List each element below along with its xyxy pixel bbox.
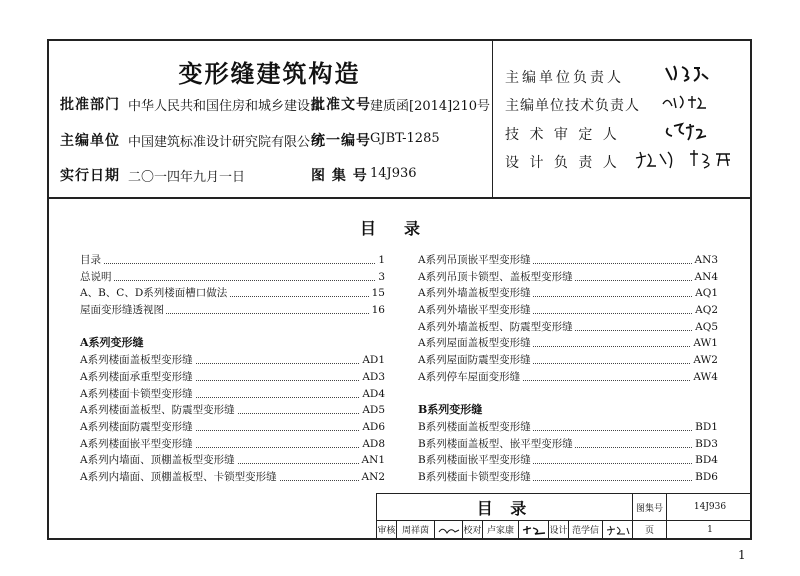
toc-entry[interactable]: A系列楼面卡锁型变形缝 AD4	[80, 386, 385, 403]
toc-entry[interactable]: A系列楼面嵌平型变形缝 AD8	[80, 436, 385, 453]
check-signature	[519, 520, 549, 539]
header-divider-vertical	[492, 39, 493, 198]
design-name: 范学信	[569, 520, 603, 539]
toc-entry[interactable]: A系列内墙面、顶棚盖板型变形缝 AN1	[80, 452, 385, 469]
effective-date-value: 二〇一四年九月一日	[128, 170, 246, 185]
toc-entry[interactable]: A系列停车屋面变形缝 AW4	[418, 369, 718, 386]
atlas-no-label: 图 集 号	[311, 168, 368, 184]
atlas-no-value: 14J936	[370, 166, 417, 181]
toc-entry[interactable]: A系列外墙盖板型变形缝 AQ1	[418, 285, 718, 302]
unified-no-value: GJBT-1285	[370, 131, 440, 146]
toc-section-a-heading: A系列变形缝	[80, 336, 144, 350]
handwritten-signature-1	[662, 62, 712, 84]
toc-entry[interactable]: A系列外墙盖板型、防震型变形缝 AQ5	[418, 319, 718, 336]
atlas-no-label: 图集号	[633, 494, 667, 520]
check-label: 校对	[463, 520, 483, 539]
toc-entry[interactable]: B系列楼面盖板型变形缝 BD1	[418, 419, 718, 436]
chief-unit-value: 中国建筑标准设计研究院有限公司	[128, 135, 324, 150]
toc-entry[interactable]: A系列楼面承重型变形缝 AD3	[80, 369, 385, 386]
design-label: 设计	[549, 520, 569, 539]
toc-entry[interactable]: A系列内墙面、顶棚盖板型、卡锁型变形缝 AN2	[80, 469, 385, 486]
page-value: 1	[707, 524, 713, 535]
toc-entry[interactable]: B系列楼面嵌平型变形缝 BD4	[418, 452, 718, 469]
title-block-title: 目 录	[377, 494, 633, 520]
toc-left-column	[80, 252, 385, 486]
toc-entry[interactable]: A系列楼面盖板型、防震型变形缝 AD5	[80, 402, 385, 419]
approval-dept-label: 批准部门	[60, 97, 120, 113]
approval-no-value: 建质函[2014]210号	[370, 99, 491, 114]
signature-role-3: 技 术 审 定 人	[505, 127, 620, 143]
document-title: 变形缝建筑构造	[178, 59, 361, 88]
toc-entry[interactable]: 目录 1	[80, 252, 385, 269]
toc-entry[interactable]: A系列吊顶嵌平型变形缝 AN3	[418, 252, 718, 269]
toc-entry[interactable]: A系列屋面防震型变形缝 AW2	[418, 352, 718, 369]
signature-role-2: 主编单位技术负责人	[505, 98, 640, 114]
handwritten-signature-2	[660, 92, 708, 112]
toc-entry[interactable]: A系列屋面盖板型变形缝 AW1	[418, 335, 718, 352]
signature-role-1: 主编单位负责人	[505, 70, 624, 86]
review-name: 周祥茵	[397, 520, 435, 539]
atlas-no-value: 14J936	[693, 502, 727, 512]
toc-entry[interactable]: B系列楼面卡锁型变形缝 BD6	[418, 469, 718, 486]
toc-entry[interactable]: A、B、C、D系列楼面槽口做法 15	[80, 285, 385, 302]
effective-date-label: 实行日期	[60, 168, 120, 184]
toc-entry[interactable]: 屋面变形缝透视图 16	[80, 302, 385, 319]
title-block	[376, 493, 752, 540]
unified-no-label: 统一编号	[311, 133, 371, 149]
toc-entry[interactable]: B系列楼面盖板型、嵌平型变形缝 BD3	[418, 436, 718, 453]
approval-dept-value: 中华人民共和国住房和城乡建设部	[128, 99, 324, 114]
toc-entry[interactable]: A系列楼面防震型变形缝 AD6	[80, 419, 385, 436]
approval-no-label: 批准文号	[311, 97, 371, 113]
signature-role-4: 设 计 负 责 人	[505, 155, 620, 171]
handwritten-signature-4	[632, 148, 740, 172]
review-signature	[435, 520, 463, 539]
toc-section-b-heading: B系列变形缝	[418, 403, 483, 417]
toc-title: 目 录	[360, 219, 423, 238]
handwritten-signature-3	[662, 120, 708, 144]
toc-right-column	[418, 252, 718, 486]
page-number: 1	[738, 548, 746, 562]
toc-entry[interactable]: A系列吊顶卡锁型、盖板型变形缝 AN4	[418, 269, 718, 286]
header-divider-horizontal	[47, 197, 752, 199]
toc-entry[interactable]: 总说明 3	[80, 269, 385, 286]
toc-entry[interactable]: A系列楼面盖板型变形缝 AD1	[80, 352, 385, 369]
check-name: 卢家康	[483, 520, 519, 539]
design-signature	[603, 520, 633, 539]
review-label: 审核	[377, 520, 397, 539]
chief-unit-label: 主编单位	[60, 133, 120, 149]
toc-entry[interactable]: A系列外墙嵌平型变形缝 AQ2	[418, 302, 718, 319]
page-label: 页	[633, 520, 667, 539]
